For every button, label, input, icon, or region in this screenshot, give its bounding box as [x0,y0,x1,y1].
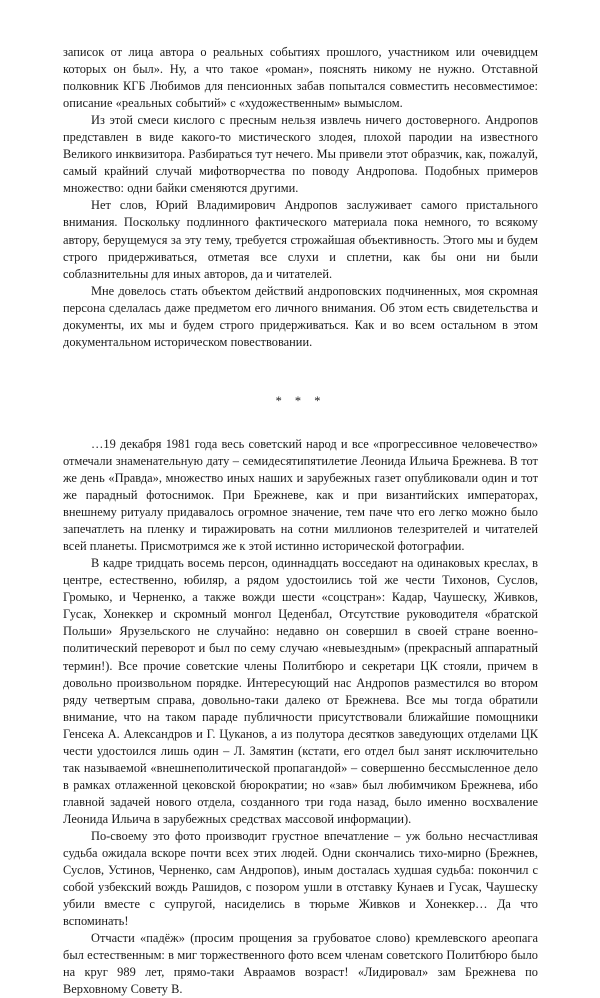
paragraph: В кадре тридцать восемь персон, одиннадцать восседают на одинаковых креслах, в центре, естественно, юбиляр, а рядом удостоились той же чести Тихонов, Суслов, Громыко, и Черненко, а также вожди шести «соцстран»: Кадар, Чаушеску, Живков, Гусак, Хонеккер и скромный монгол Цеденбал, Отсутствие руководителя «братской Польши» Ярузельского не случайно: недавно он совершил в своей стране военно-политический переворот и был по сему случаю «невыездным» (прекрасный аппаратный термин!). Все прочие советские члены Политбюро и секретари ЦК стояли, причем в довольно произвольном порядке. Интересующий нас Андропов разместился во втором ряду четвертым справа, довольно-таки далеко от Брежнева. Все мы тогда обратили внимание, что на таком параде публичности присутствовали ближайшие помощники Генсека А. Александров и Г. Цуканов, а из полутора десятков заведующих отделами ЦК чести удостоился лишь один – Л. Замятин (кстати, его отдел был занят исключительно так называемой «внешнеполитической пропагандой» – совершенно бессмысленное дело в рамках отлаженной цековской бюрократии; но «зав» был любимчиком Брежнева, ибо главной задачей нового отдела, созданного три года назад, было именно восхваление Леонида Ильича в зарубежных средствах массовой информации). [63,556,538,826]
separator-spacer-top [63,351,538,393]
paragraph: Мне довелось стать объектом действий андроповских подчиненных, моя скромная персона сделалась даже предметом его личного внимания. Об этом есть свидетельства и документы, их мы и будем строго придерживаться. Как и во всем остальном в этом документальном историческом повествовании. [63,283,538,349]
separator-spacer-bottom [63,410,538,436]
section-separator: * * * [275,393,326,408]
paragraph: Из этой смеси кислого с пресным нельзя извлечь ничего достоверного. Андропов представлен в виде какого-то мистического злодея, плохой пародии на известного Великого инквизитора. Разбираться тут нечего. Мы привели этот образчик, как, пожалуй, самый крайний случай мифотворчества по поводу Андропова. Подобных примеров множество: одни байки сменяются другими. [63,113,538,196]
text-column [63,44,538,998]
paragraph: По-своему это фото производит грустное впечатление – уж больно несчастливая судьба ожидала вскоре почти всех этих людей. Одни скончались тихо-мирно (Брежнев, Суслов, Устинов, Черненко, сам Андропов), иным досталась худшая судьба: покончил с собой узбекский вождь Рашидов, с позором ушли в отставку Кунаев и Гусак, Чаушеску убили вместе с супругой, насиделись в тюрьме Живков и Хонеккер… Да что вспоминать! [63,828,538,929]
paragraph: …19 декабря 1981 года весь советский народ и все «прогрессивное человечество» отмечали знаменательную дату – семидесятипятилетие Леонида Ильича Брежнева. В тот же день «Правда», множество иных наших и зарубежных газет опубликовали один и тот же парадный фотоснимок. При Брежневе, как и при византийских императорах, внешнему ритуалу придавалось огромное значение, тем паче что его легко можно было запечатлеть на пленку и тиражировать на сотни миллионов телезрителей и читателей всей планеты. Присмотримся же к этой истинно исторической фотографии. [63,436,538,554]
paragraph: Нет слов, Юрий Владимирович Андропов заслуживает самого пристального внимания. Поскольку подлинного фактического материала пока немного, то всякому автору, берущемуся за эту тему, требуется строжайшая объективность. Этого мы и будем строго придерживаться, отметая все слухи и сплетни, как бы они ни были соблазнительны для иных авторов, да и читателей. [63,198,538,281]
paragraph: Отчасти «падёж» (просим прощения за грубоватое слово) кремлевского ареопага был естественным: в миг торжественного фото всем членам советского Политбюро было на круг 989 лет, прямо-таки Авраамов возраст! «Лидировал» зам Брежнева по Верховному Совету В. [63,931,538,997]
paragraph: записок от лица автора о реальных событиях прошлого, участником или очевидцем которых он был». Ну, а что такое «роман», пояснять никому не нужно. Отставной полковник КГБ Любимов для пенсионных забав попытался совместить несовместимое: описание «реальных событий» с «художественным» вымыслом. [63,45,538,111]
